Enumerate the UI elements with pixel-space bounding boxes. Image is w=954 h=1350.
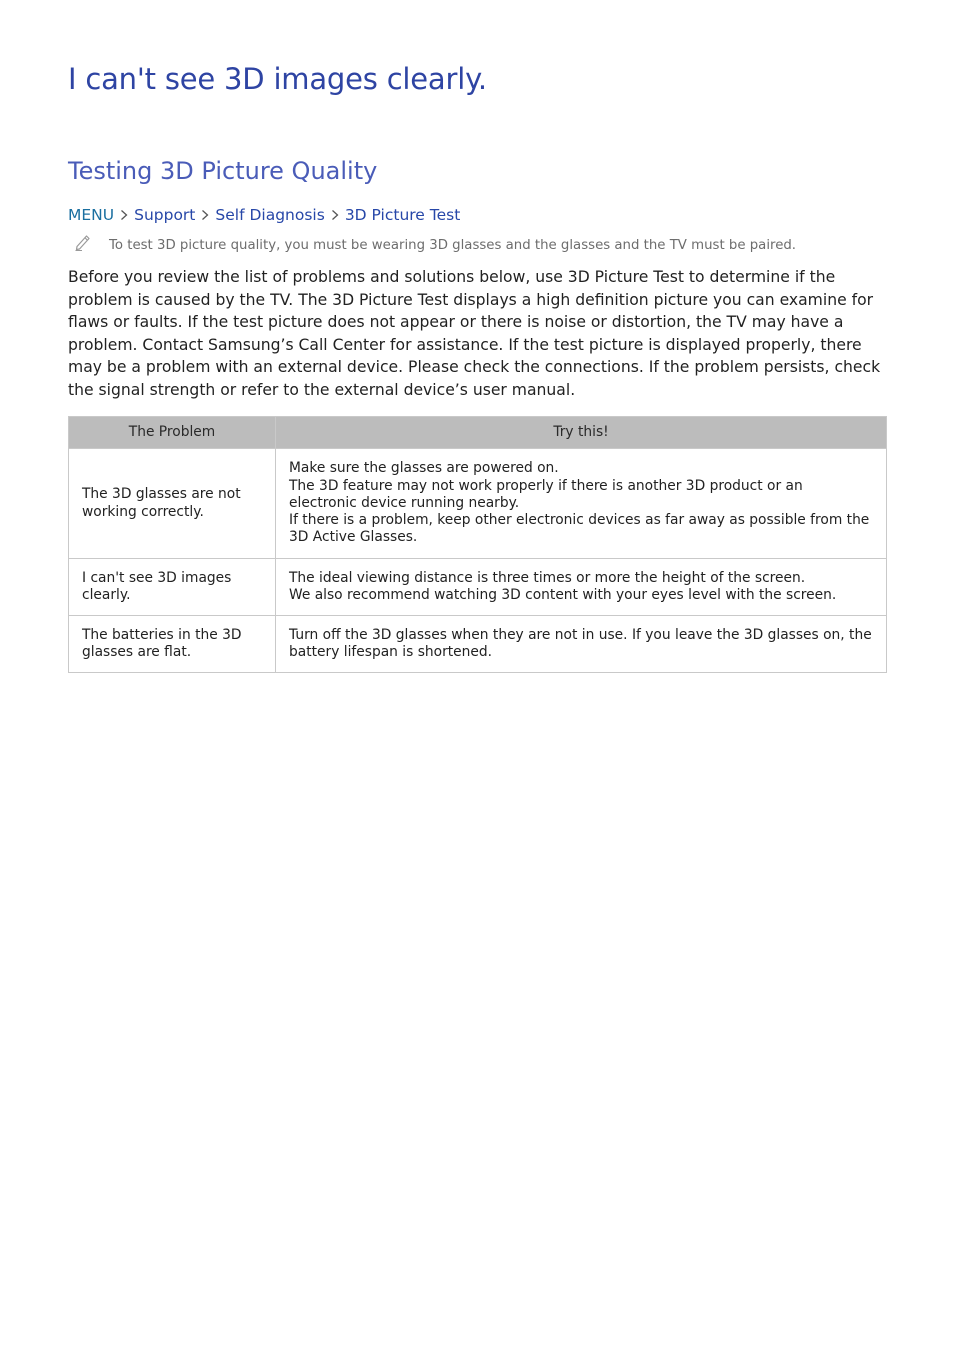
breadcrumb (68, 205, 460, 225)
solution-cell (276, 449, 887, 559)
problem-cell: I can't see 3D images clearly. (69, 559, 276, 616)
intro-paragraph: Before you review the list of problems and solutions below, use 3D Picture Test to determine if the problem is caused by the TV. The 3D Picture Test displays a high definition picture you can examine for flaws or faults. If the test picture does not appear or there is noise or distortion, the TV may have a problem. Contact Samsung’s Call Center for assistance. If the test picture is displayed properly, there may be a problem with an external device. Please check the connections. If the problem persists, check the signal strength or refer to the external device’s user manual. (68, 268, 881, 399)
solution-line: Make sure the glasses are powered on. (289, 460, 559, 477)
breadcrumb-menu[interactable]: MENU (68, 206, 115, 224)
problems-table (68, 416, 887, 673)
solution-line: We also recommend watching 3D content with your eyes level with the screen. (289, 587, 837, 603)
solution-line: The ideal viewing distance is three times or more the height of the screen. (289, 569, 806, 586)
section-title: Testing 3D Picture Quality (68, 157, 378, 185)
problem-cell: The 3D glasses are not working correctly. (69, 449, 276, 559)
solution-line: Turn off the 3D glasses when they are not in use. If you leave the 3D glasses on, the battery lifespan is shortened. (289, 626, 872, 660)
chevron-right-icon (120, 205, 128, 225)
header-problem: The Problem (69, 417, 276, 449)
page-title: I can't see 3D images clearly. (68, 62, 487, 96)
table-row (69, 449, 887, 559)
note-text: To test 3D picture quality, you must be wearing 3D glasses and the glasses and the TV must be paired. (109, 238, 797, 253)
solution-cell (276, 616, 887, 673)
breadcrumb-item-3d-picture-test[interactable]: 3D Picture Test (344, 206, 461, 224)
breadcrumb-item-support[interactable]: Support (134, 206, 196, 224)
pencil-icon (74, 233, 92, 251)
table-row (69, 559, 887, 616)
solution-line: The 3D feature may not work properly if there is another 3D product or an electronic device running nearby. (289, 477, 803, 511)
chevron-right-icon (331, 205, 339, 225)
header-try-this: Try this! (276, 417, 887, 449)
table-header-row (69, 417, 887, 449)
solution-cell (276, 559, 887, 616)
problem-cell: The batteries in the 3D glasses are flat. (69, 616, 276, 673)
solution-line: If there is a problem, keep other electronic devices as far away as possible from the 3D Active Glasses. (289, 512, 870, 546)
breadcrumb-item-self-diagnosis[interactable]: Self Diagnosis (215, 206, 325, 224)
chevron-right-icon (201, 205, 209, 225)
table-row (69, 616, 887, 673)
